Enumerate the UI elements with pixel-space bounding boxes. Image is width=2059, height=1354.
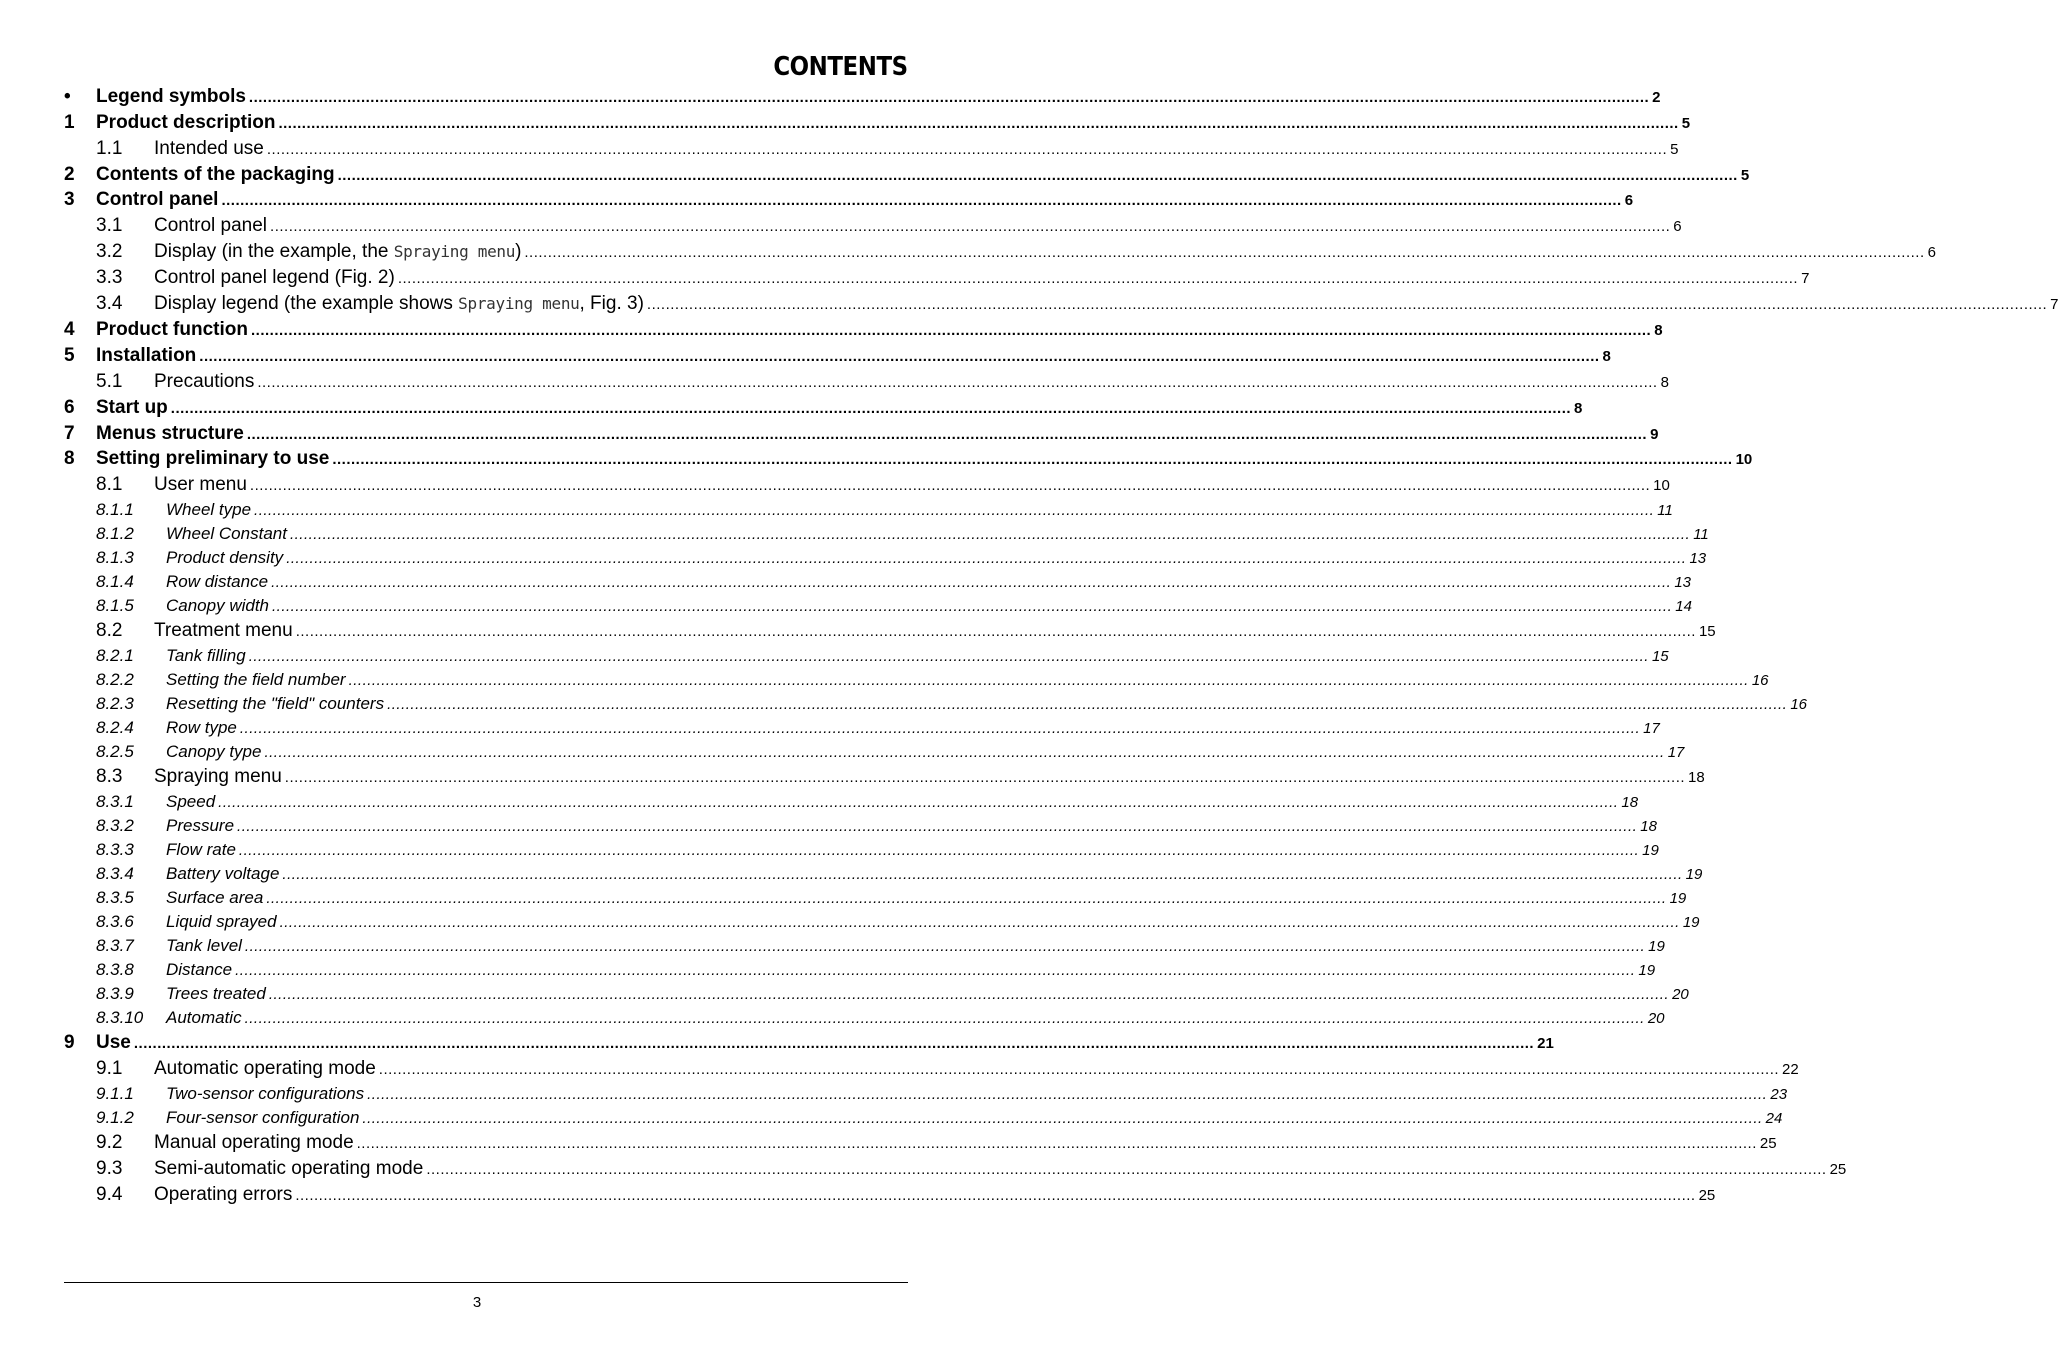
toc-entry[interactable] bbox=[64, 1183, 1716, 1210]
toc-dot-leader: ............................................................................................................................................................................................................................................................................................................ bbox=[237, 818, 1638, 836]
toc-entry-title-text: Display legend (the example shows bbox=[154, 293, 459, 315]
toc-entry-page: 7 bbox=[1801, 270, 1810, 288]
toc-entry-number: 9.1.1 bbox=[96, 1083, 134, 1103]
toc-dot-leader: ............................................................................................................................................................................................................................................................................................................ bbox=[248, 89, 1650, 106]
toc-entry-title-text: Setting the field number bbox=[166, 670, 346, 690]
toc-entry-title-text: Semi-automatic operating mode bbox=[154, 1157, 424, 1179]
toc-entry-title-text: Wheel Constant bbox=[166, 524, 287, 544]
toc-entry-title bbox=[166, 984, 266, 1004]
toc-entry-page: 19 bbox=[1669, 890, 1687, 908]
toc-dot-leader: ............................................................................................................................................................................................................................................................................................................ bbox=[337, 166, 1738, 184]
toc-entry-title-text: Two-sensor configurations bbox=[166, 1083, 365, 1103]
toc-entry-title bbox=[166, 864, 279, 884]
toc-entry[interactable] bbox=[64, 137, 1679, 164]
toc-entry-page: 19 bbox=[1685, 866, 1703, 884]
toc-dot-leader: ............................................................................................................................................................................................................................................................................................................ bbox=[397, 270, 1799, 288]
toc-entry-title bbox=[154, 620, 293, 642]
toc-entry-title-text: Product description bbox=[96, 111, 276, 133]
toc-entry-number: 8.1.1 bbox=[96, 500, 134, 520]
toc-entry-number: 3.4 bbox=[96, 293, 123, 315]
toc-entry-page: 5 bbox=[1681, 114, 1691, 132]
toc-entry-page: 15 bbox=[1698, 623, 1716, 641]
toc-entry-number: 8.3.5 bbox=[96, 888, 134, 908]
toc-entry-number: 8.3.10 bbox=[96, 1008, 144, 1028]
toc-entry-title bbox=[96, 397, 168, 419]
toc-entry-number: 9.4 bbox=[96, 1183, 123, 1205]
toc-entry-page: 19 bbox=[1682, 914, 1700, 932]
toc-entry-title-text: Liquid sprayed bbox=[166, 912, 277, 932]
toc-entry-number: 9.2 bbox=[96, 1131, 123, 1153]
toc-entry[interactable] bbox=[64, 344, 1611, 371]
toc-dot-leader: ............................................................................................................................................................................................................................................................................................................ bbox=[426, 1160, 1827, 1178]
toc-entry-page: 18 bbox=[1688, 769, 1705, 787]
toc-entry[interactable] bbox=[64, 766, 1705, 792]
toc-entry[interactable] bbox=[64, 912, 1700, 936]
toc-entry-title-text: Use bbox=[96, 1032, 131, 1054]
toc-entry[interactable] bbox=[64, 792, 1639, 816]
toc-dot-leader: ............................................................................................................................................................................................................................................................................................................ bbox=[387, 696, 1788, 714]
toc-entry[interactable] bbox=[64, 718, 1660, 742]
toc-entry-number: 9.1 bbox=[96, 1057, 123, 1079]
toc-dot-leader: ............................................................................................................................................................................................................................................................................................................ bbox=[278, 114, 1679, 132]
toc-entry-page: 18 bbox=[1621, 794, 1639, 812]
toc-entry-title-text: Intended use bbox=[154, 137, 264, 159]
toc-entry-title bbox=[154, 1184, 292, 1206]
toc-entry-title bbox=[154, 474, 247, 496]
toc-entry[interactable] bbox=[64, 500, 1673, 524]
toc-entry-page: 22 bbox=[1782, 1060, 1799, 1078]
toc-entry[interactable] bbox=[64, 596, 1692, 620]
toc-entry[interactable] bbox=[64, 936, 1665, 960]
toc-entry[interactable] bbox=[64, 864, 1703, 888]
toc-entry[interactable] bbox=[64, 1107, 1783, 1132]
toc-entry-page: 16 bbox=[1751, 672, 1769, 690]
toc-entry[interactable] bbox=[64, 984, 1689, 1008]
toc-entry-title bbox=[154, 293, 644, 315]
toc-entry-page: 13 bbox=[1689, 550, 1707, 568]
toc-entry-title-text: Trees treated bbox=[166, 984, 266, 1004]
toc-entry-title bbox=[154, 138, 264, 160]
toc-entry-title bbox=[166, 792, 215, 812]
toc-entry-number: 8 bbox=[64, 448, 75, 470]
toc-entry-page: 17 bbox=[1667, 744, 1685, 762]
toc-dot-leader: ............................................................................................................................................................................................................................................................................................................ bbox=[249, 477, 1651, 495]
toc-entry-page: 19 bbox=[1638, 962, 1656, 980]
toc-entry-number: 8.3.3 bbox=[96, 840, 134, 860]
toc-entry-title bbox=[96, 164, 335, 186]
toc-entry-title bbox=[154, 1058, 376, 1080]
toc-entry[interactable] bbox=[64, 448, 1753, 474]
toc-entry[interactable] bbox=[64, 163, 1750, 190]
toc-entry-number: 8.2.4 bbox=[96, 718, 134, 738]
toc-dot-leader: ............................................................................................................................................................................................................................................................................................................ bbox=[272, 598, 1673, 616]
toc-entry-page: 17 bbox=[1643, 720, 1660, 738]
toc-entry-title-text: Speed bbox=[166, 792, 216, 812]
toc-entry-title bbox=[166, 1108, 359, 1128]
toc-dot-leader: ............................................................................................................................................................................................................................................................................................................ bbox=[248, 648, 1649, 666]
toc-dot-leader: ............................................................................................................................................................................................................................................................................................................ bbox=[367, 1085, 1768, 1103]
toc-entry[interactable] bbox=[64, 646, 1669, 670]
toc-entry[interactable] bbox=[64, 572, 1691, 596]
toc-entry-page: 21 bbox=[1537, 1035, 1554, 1053]
toc-entry-page: 25 bbox=[1829, 1160, 1847, 1178]
toc-dot-leader: ............................................................................................................................................................................................................................................................................................................ bbox=[254, 502, 1655, 520]
toc-dot-leader: ............................................................................................................................................................................................................................................................................................................ bbox=[362, 1109, 1763, 1127]
toc-entry-title bbox=[166, 670, 346, 690]
toc-entry[interactable] bbox=[64, 1057, 1799, 1084]
toc-entry-title bbox=[154, 215, 267, 237]
toc-entry-title bbox=[154, 1132, 354, 1154]
toc-entry-page: 6 bbox=[1673, 218, 1682, 236]
toc-entry-number: 8.3.2 bbox=[96, 816, 134, 836]
toc-entry-title-text: Wheel type bbox=[166, 500, 252, 520]
toc-entry-title bbox=[166, 646, 246, 666]
toc-entry-display-text: Spraying menu bbox=[458, 294, 580, 314]
toc-entry-title bbox=[96, 319, 248, 341]
toc-entry-number: 8.1.5 bbox=[96, 596, 134, 616]
toc-entry-title-text: Pressure bbox=[166, 816, 235, 836]
toc-entry-number: 2 bbox=[64, 163, 75, 185]
toc-entry-title-text: Resetting the "field" counters bbox=[166, 694, 385, 714]
toc-entry[interactable] bbox=[64, 1008, 1665, 1032]
toc-entry-number: 8.1.4 bbox=[96, 572, 134, 592]
toc-entry-display-text: Spraying menu bbox=[393, 242, 516, 262]
toc-entry[interactable] bbox=[64, 293, 2059, 319]
toc-entry-title bbox=[154, 371, 254, 393]
toc-entry-title-text: Control panel bbox=[154, 215, 268, 237]
toc-entry-page: 5 bbox=[1740, 166, 1750, 184]
toc-entry-title bbox=[166, 596, 269, 616]
toc-entry-number: 7 bbox=[64, 422, 75, 444]
toc-dot-leader: ............................................................................................................................................................................................................................................................................................................ bbox=[257, 373, 1658, 391]
toc-entry-title-text: Battery voltage bbox=[166, 864, 280, 884]
toc-dot-leader: ............................................................................................................................................................................................................................................................................................................ bbox=[282, 866, 1683, 884]
toc-entry-title bbox=[166, 1008, 242, 1028]
toc-entry-title bbox=[96, 448, 329, 470]
toc-entry-number: 5.1 bbox=[96, 370, 123, 392]
toc-entry-page: 24 bbox=[1765, 1109, 1783, 1127]
toc-entry-number: 8.3.8 bbox=[96, 960, 134, 980]
toc-entry[interactable] bbox=[64, 111, 1691, 138]
toc-dot-leader: ............................................................................................................................................................................................................................................................................................................ bbox=[246, 425, 1648, 443]
toc-entry[interactable] bbox=[64, 319, 1663, 345]
toc-entry-title-text: Product density bbox=[166, 548, 284, 568]
toc-entry-title bbox=[96, 423, 244, 445]
toc-dot-leader: ............................................................................................................................................................................................................................................................................................................ bbox=[378, 1060, 1780, 1078]
toc-entry-title bbox=[96, 112, 275, 134]
toc-dot-leader: ............................................................................................................................................................................................................................................................................................................ bbox=[286, 550, 1687, 568]
toc-entry-title bbox=[166, 960, 232, 980]
toc-entry-page: 13 bbox=[1674, 574, 1691, 592]
toc-entry-page: 8 bbox=[1602, 347, 1611, 365]
toc-entry[interactable] bbox=[64, 742, 1685, 766]
toc-entry-title bbox=[166, 694, 384, 714]
toc-entry[interactable] bbox=[64, 840, 1659, 864]
toc-dot-leader: ............................................................................................................................................................................................................................................................................................................ bbox=[238, 842, 1640, 860]
toc-entry-title-suffix: , Fig. 3) bbox=[579, 293, 644, 315]
toc-entry-page: 8 bbox=[1574, 399, 1583, 417]
toc-dot-leader: ............................................................................................................................................................................................................................................................................................................ bbox=[332, 451, 1733, 469]
toc-entry-number: 8.3 bbox=[96, 766, 123, 788]
toc-entry-page: 19 bbox=[1648, 938, 1665, 956]
toc-entry-number: 8.3.7 bbox=[96, 936, 134, 956]
toc-entry-title-text: Product function bbox=[96, 319, 248, 341]
toc-dot-leader: ............................................................................................................................................................................................................................................................................................................ bbox=[270, 218, 1671, 236]
table-of-contents bbox=[64, 86, 2059, 1210]
toc-entry-title bbox=[166, 1084, 364, 1104]
toc-entry[interactable] bbox=[64, 396, 1583, 423]
toc-dot-leader: ............................................................................................................................................................................................................................................................................................................ bbox=[266, 890, 1667, 908]
toc-dot-leader: ............................................................................................................................................................................................................................................................................................................ bbox=[271, 574, 1672, 592]
toc-entry-page: 25 bbox=[1759, 1134, 1777, 1152]
toc-entry-title-text: Tank filling bbox=[166, 646, 246, 666]
toc-entry-number: 9 bbox=[64, 1032, 75, 1054]
toc-entry[interactable] bbox=[64, 548, 1707, 572]
toc-entry-page: 15 bbox=[1651, 648, 1669, 666]
toc-entry-number: 6 bbox=[64, 396, 75, 418]
toc-entry-page: 8 bbox=[1654, 322, 1663, 340]
footer-divider bbox=[64, 1282, 908, 1283]
toc-dot-leader: ............................................................................................................................................................................................................................................................................................................ bbox=[295, 1186, 1696, 1204]
toc-entry-page: 14 bbox=[1675, 598, 1692, 616]
toc-entry-title-text: Row distance bbox=[166, 572, 269, 592]
toc-entry-title-text: Canopy width bbox=[166, 596, 270, 616]
toc-dot-leader: ............................................................................................................................................................................................................................................................................................................ bbox=[235, 962, 1636, 980]
toc-entry[interactable] bbox=[64, 370, 1669, 397]
toc-entry-number: 8.1.2 bbox=[96, 524, 134, 544]
toc-entry-number: 8.2.5 bbox=[96, 742, 134, 762]
toc-entry-number: 8.2.2 bbox=[96, 670, 134, 690]
toc-entry-title bbox=[96, 189, 218, 211]
toc-entry-page: 23 bbox=[1770, 1085, 1788, 1103]
toc-dot-leader: ............................................................................................................................................................................................................................................................................................................ bbox=[279, 914, 1680, 932]
toc-entry-title bbox=[166, 840, 236, 860]
toc-dot-leader: ............................................................................................................................................................................................................................................................................................................ bbox=[295, 623, 1696, 641]
toc-entry-title bbox=[154, 267, 395, 289]
toc-entry-title bbox=[166, 548, 283, 568]
toc-entry[interactable] bbox=[64, 422, 1659, 449]
toc-entry-number: 1.1 bbox=[96, 137, 123, 159]
toc-entry-number: 8.2.3 bbox=[96, 694, 134, 714]
toc-entry-title bbox=[166, 888, 263, 908]
toc-entry-page: 10 bbox=[1653, 477, 1670, 495]
toc-entry[interactable] bbox=[64, 888, 1687, 912]
toc-entry-title-text: Legend symbols bbox=[96, 86, 246, 107]
toc-entry-page: 6 bbox=[1624, 192, 1634, 210]
toc-dot-leader: ............................................................................................................................................................................................................................................................................................................ bbox=[524, 244, 1925, 262]
toc-entry-title-suffix: ) bbox=[515, 241, 522, 263]
toc-entry-number: • bbox=[64, 86, 71, 107]
toc-entry[interactable] bbox=[64, 241, 1936, 267]
toc-entry-page: 19 bbox=[1642, 842, 1659, 860]
toc-entry-number: 9.3 bbox=[96, 1157, 123, 1179]
toc-entry-number: 8.3.1 bbox=[96, 792, 134, 812]
toc-entry[interactable] bbox=[64, 1032, 1554, 1058]
toc-entry[interactable] bbox=[64, 189, 1634, 215]
toc-entry-page: 6 bbox=[1927, 244, 1936, 262]
toc-entry-title bbox=[166, 572, 268, 592]
toc-entry-number: 8.1 bbox=[96, 474, 123, 496]
toc-entry[interactable] bbox=[64, 816, 1657, 840]
toc-entry[interactable] bbox=[64, 960, 1656, 984]
toc-dot-leader: ............................................................................................................................................................................................................................................................................................................ bbox=[239, 720, 1641, 738]
toc-entry[interactable] bbox=[64, 1157, 1847, 1184]
toc-entry-number: 8.2.1 bbox=[96, 646, 134, 666]
toc-entry-number: 1 bbox=[64, 111, 75, 133]
toc-dot-leader: ............................................................................................................................................................................................................................................................................................................ bbox=[356, 1134, 1757, 1152]
toc-entry[interactable] bbox=[64, 267, 1810, 293]
toc-dot-leader: ............................................................................................................................................................................................................................................................................................................ bbox=[244, 1010, 1645, 1028]
toc-entry[interactable] bbox=[64, 215, 1682, 241]
toc-entry-page: 8 bbox=[1660, 373, 1669, 391]
toc-entry-title-text: Start up bbox=[96, 396, 168, 418]
toc-dot-leader: ............................................................................................................................................................................................................................................................................................................ bbox=[170, 399, 1572, 417]
toc-entry-title-text: Control panel bbox=[96, 189, 219, 211]
toc-entry-title-text: User menu bbox=[154, 474, 247, 496]
toc-entry-page: 20 bbox=[1647, 1010, 1665, 1028]
toc-entry[interactable] bbox=[64, 86, 1661, 112]
toc-entry-title-text: Menus structure bbox=[96, 422, 244, 444]
toc-entry-title bbox=[166, 742, 261, 762]
toc-dot-leader: ............................................................................................................................................................................................................................................................................................................ bbox=[244, 938, 1646, 956]
toc-entry-page: 5 bbox=[1670, 140, 1679, 158]
toc-dot-leader: ............................................................................................................................................................................................................................................................................................................ bbox=[284, 769, 1686, 787]
toc-entry-title bbox=[154, 1158, 423, 1180]
toc-entry-title-text: Control panel legend (Fig. 2) bbox=[154, 267, 395, 289]
footer-page-number: 3 bbox=[472, 1294, 482, 1311]
toc-entry[interactable] bbox=[64, 694, 1808, 718]
toc-entry-number: 8.2 bbox=[96, 620, 123, 642]
toc-entry-title-text: Display (in the example, the bbox=[154, 241, 394, 263]
toc-entry-page: 20 bbox=[1672, 986, 1689, 1004]
toc-dot-leader: ............................................................................................................................................................................................................................................................................................................ bbox=[264, 744, 1665, 762]
toc-entry-number: 5 bbox=[64, 344, 75, 366]
toc-entry-title-text: Precautions bbox=[154, 370, 255, 392]
toc-entry-title-text: Treatment menu bbox=[154, 620, 293, 642]
toc-entry-number: 3 bbox=[64, 189, 75, 211]
toc-dot-leader: ............................................................................................................................................................................................................................................................................................................ bbox=[268, 986, 1670, 1004]
toc-entry-title-text: Tank level bbox=[166, 936, 242, 956]
toc-entry-page: 25 bbox=[1698, 1186, 1716, 1204]
toc-entry-page: 10 bbox=[1735, 451, 1753, 469]
toc-entry-number: 8.3.9 bbox=[96, 984, 134, 1004]
toc-entry-title bbox=[154, 241, 521, 263]
toc-entry-number: 9.1.2 bbox=[96, 1107, 134, 1127]
toc-entry-title-text: Automatic operating mode bbox=[154, 1057, 376, 1079]
toc-dot-leader: ............................................................................................................................................................................................................................................................................................................ bbox=[218, 794, 1619, 812]
toc-entry-title-text: Four-sensor configuration bbox=[166, 1107, 360, 1127]
toc-entry-page: 9 bbox=[1650, 425, 1659, 443]
toc-entry-title bbox=[154, 766, 282, 788]
toc-entry-number: 3.1 bbox=[96, 215, 123, 237]
toc-entry-page: 16 bbox=[1790, 696, 1808, 714]
toc-entry-title bbox=[96, 1032, 131, 1054]
toc-entry-number: 3.2 bbox=[96, 241, 123, 263]
page-title: CONTENTS bbox=[773, 52, 908, 82]
toc-entry-page: 11 bbox=[1693, 526, 1709, 544]
toc-entry[interactable] bbox=[64, 474, 1670, 500]
toc-dot-leader: ............................................................................................................................................................................................................................................................................................................ bbox=[221, 192, 1622, 210]
toc-entry-number: 8.3.6 bbox=[96, 912, 134, 932]
toc-entry-number: 4 bbox=[64, 319, 75, 341]
toc-dot-leader: ............................................................................................................................................................................................................................................................................................................ bbox=[646, 296, 2048, 314]
toc-entry-title-text: Spraying menu bbox=[154, 766, 282, 788]
toc-dot-leader: ............................................................................................................................................................................................................................................................................................................ bbox=[289, 526, 1691, 544]
toc-entry-title bbox=[166, 718, 237, 738]
toc-entry-title-text: Flow rate bbox=[166, 840, 236, 860]
toc-entry-title bbox=[166, 816, 234, 836]
toc-entry-title bbox=[166, 936, 242, 956]
toc-entry-title bbox=[166, 500, 251, 520]
toc-entry-page: 18 bbox=[1640, 818, 1657, 836]
toc-entry-title-text: Manual operating mode bbox=[154, 1131, 354, 1153]
toc-entry-title-text: Row type bbox=[166, 718, 237, 738]
toc-entry[interactable] bbox=[64, 1131, 1777, 1158]
toc-entry-title-text: Automatic bbox=[166, 1008, 242, 1028]
toc-entry-page: 11 bbox=[1657, 502, 1673, 520]
toc-entry-title bbox=[96, 86, 246, 108]
toc-entry-page: 2 bbox=[1652, 89, 1661, 106]
toc-dot-leader: ............................................................................................................................................................................................................................................................................................................ bbox=[348, 672, 1749, 690]
toc-dot-leader: ............................................................................................................................................................................................................................................................................................................ bbox=[133, 1035, 1535, 1053]
toc-entry[interactable] bbox=[64, 620, 1716, 646]
toc-entry[interactable] bbox=[64, 524, 1709, 548]
toc-dot-leader: ............................................................................................................................................................................................................................................................................................................ bbox=[250, 322, 1652, 340]
toc-entry-number: 8.3.4 bbox=[96, 864, 134, 884]
toc-entry-page: 7 bbox=[2050, 296, 2059, 314]
toc-entry-title-text: Installation bbox=[96, 344, 197, 366]
toc-entry-title bbox=[166, 524, 287, 544]
toc-entry-title bbox=[166, 912, 277, 932]
toc-entry-title-text: Contents of the packaging bbox=[96, 163, 335, 185]
toc-entry-number: 3.3 bbox=[96, 267, 123, 289]
toc-entry-title bbox=[96, 345, 196, 367]
toc-entry-title-text: Surface area bbox=[166, 888, 264, 908]
toc-entry-title-text: Canopy type bbox=[166, 742, 262, 762]
toc-entry-title-text: Distance bbox=[166, 960, 233, 980]
toc-dot-leader: ............................................................................................................................................................................................................................................................................................................ bbox=[199, 347, 1600, 365]
toc-entry[interactable] bbox=[64, 670, 1769, 694]
toc-dot-leader: ............................................................................................................................................................................................................................................................................................................ bbox=[266, 140, 1668, 158]
toc-entry-title-text: Setting preliminary to use bbox=[96, 448, 330, 470]
toc-entry-title-text: Operating errors bbox=[154, 1183, 293, 1205]
toc-entry[interactable] bbox=[64, 1083, 1788, 1108]
toc-entry-number: 8.1.3 bbox=[96, 548, 134, 568]
